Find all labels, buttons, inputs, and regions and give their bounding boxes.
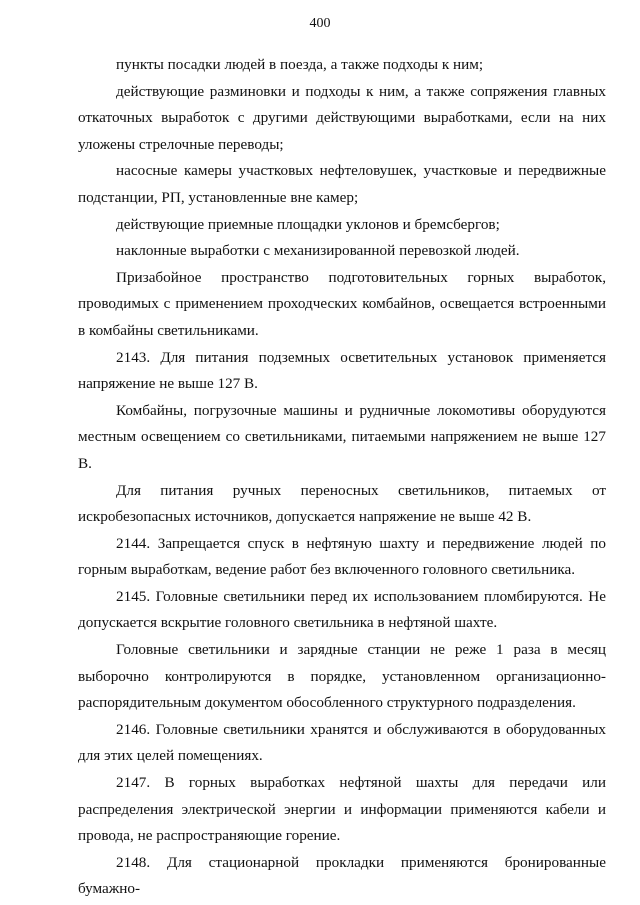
- paragraph: 2146. Головные светильники хранятся и обслуживаются в оборудованных для этих целей помещениях.: [78, 720, 606, 765]
- paragraph: пункты посадки людей в поезда, а также подходы к ним;: [116, 56, 484, 73]
- paragraph: 2148. Для стационарной прокладки применяются бронированные бумажно-: [78, 853, 606, 898]
- paragraph: действующие приемные площадки уклонов и бремсбергов;: [116, 215, 500, 233]
- paragraph: насосные камеры участковых нефтеловушек, участковые и передвижные подстанции, РП, установленные вне камер;: [78, 162, 606, 206]
- paragraph: действующие разминовки и подходы к ним, а также сопряжения главных откаточных выработок с другими действующими выработками, если на них уложены стрелочные переводы;: [78, 82, 606, 153]
- paragraph: 2147. В горных выработках нефтяной шахты для передачи или распределения электрической энергии и информации применяются кабели и провода, не распространяющие горение.: [78, 774, 606, 845]
- page-number: 400: [309, 16, 331, 31]
- paragraph: Для питания ручных переносных светильников, питаемых от искробезопасных источников, допускается напряжение не выше 42 В.: [78, 481, 606, 526]
- document-body: [78, 52, 606, 903]
- paragraph: Комбайны, погрузочные машины и рудничные локомотивы оборудуются местным освещением со светильниками, питаемыми напряжением не выше 127 В.: [78, 401, 606, 472]
- paragraph: наклонные выработки с механизированной перевозкой людей.: [116, 242, 520, 260]
- paragraph: 2144. Запрещается спуск в нефтяную шахту и передвижение людей по горным выработкам, ведение работ без включенного головного светильника.: [78, 534, 606, 579]
- paragraph: 2145. Головные светильники перед их использованием пломбируются. Не допускается вскрытие головного светильника в нефтяной шахте.: [78, 587, 606, 632]
- paragraph: 2143. Для питания подземных осветительных установок применяется напряжение не выше 127 В.: [78, 348, 606, 393]
- paragraph: Головные светильники и зарядные станции не реже 1 раза в месяц выборочно контролируются в порядке, установленном организационно-распорядительным документом обособленного структурного подразделения.: [78, 641, 606, 712]
- paragraph: Призабойное пространство подготовительных горных выработок, проводимых с применением проходческих комбайнов, освещается встроенными в комбайны светильниками.: [78, 268, 606, 339]
